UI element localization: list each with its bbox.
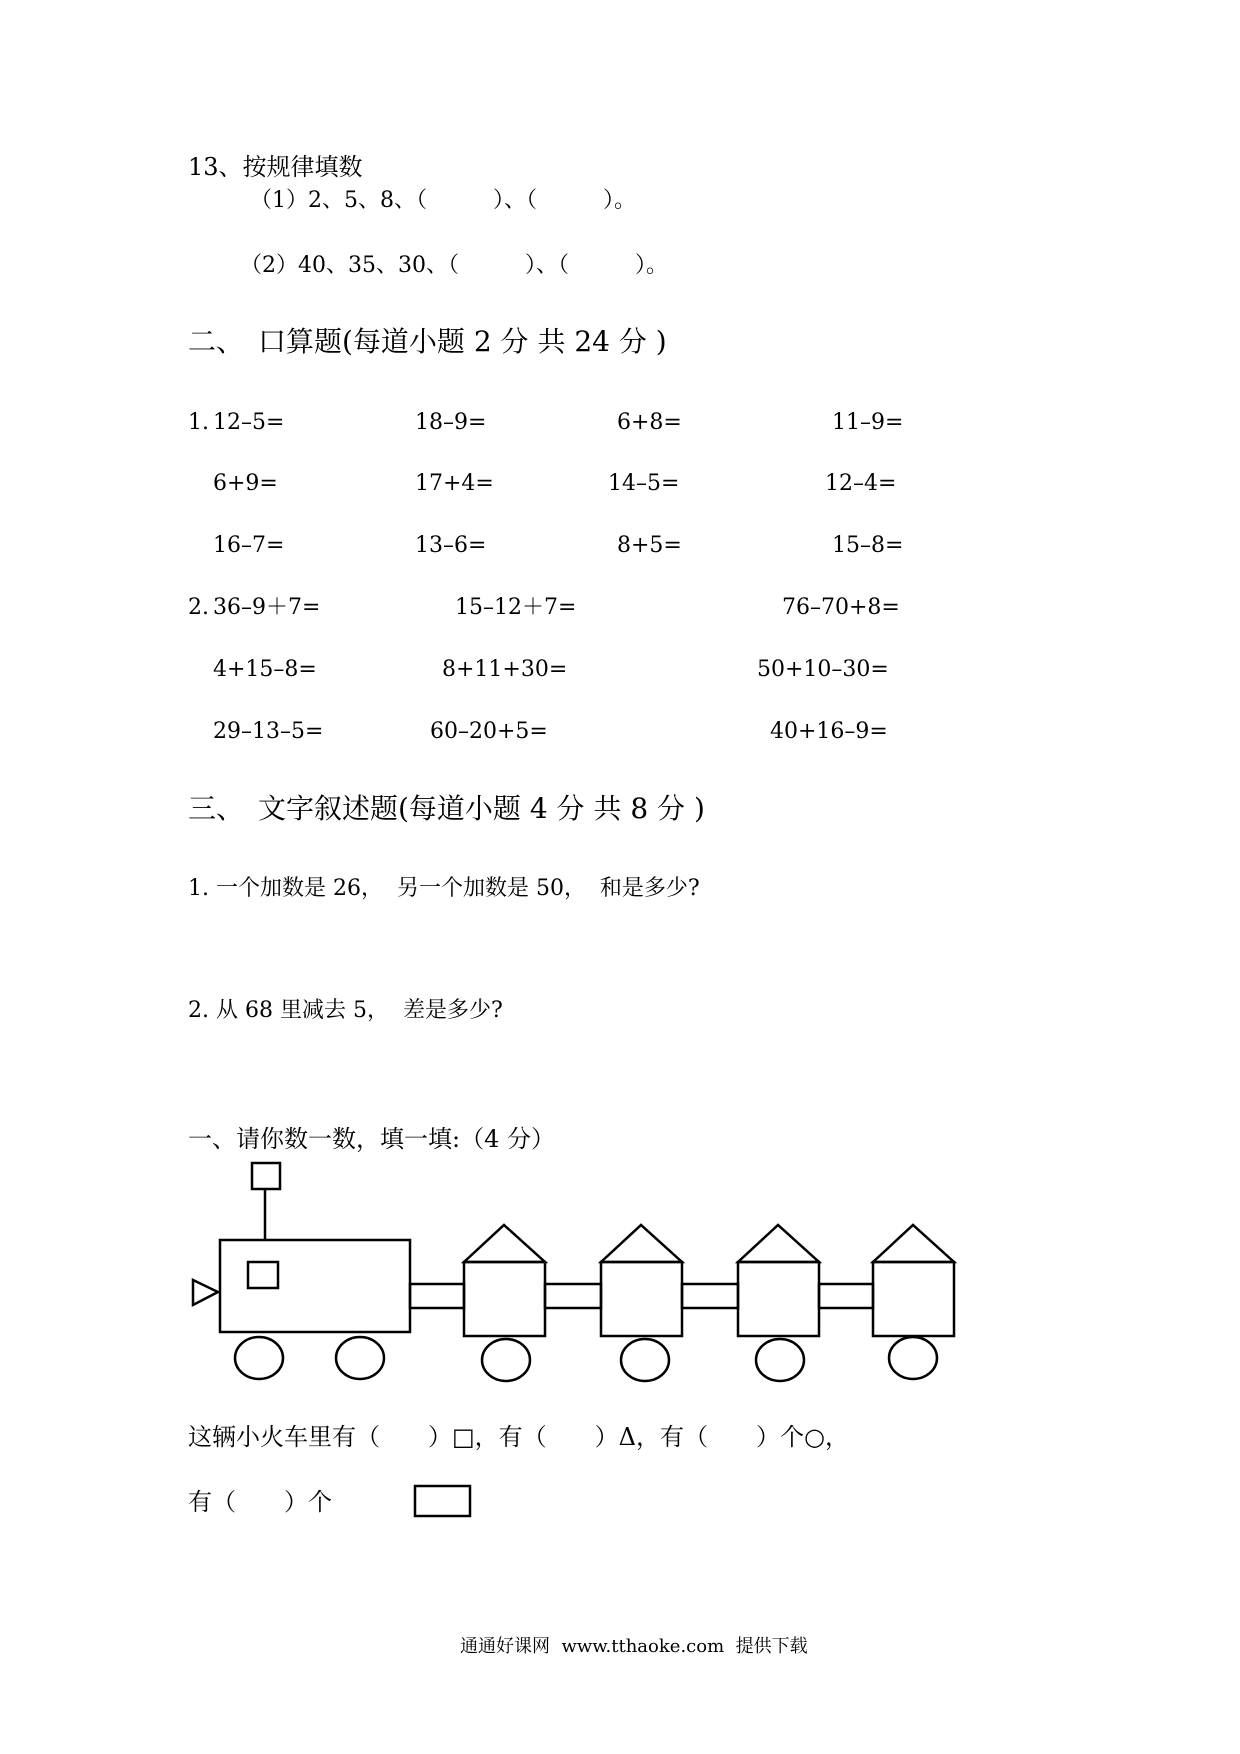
coupler <box>682 1284 738 1308</box>
car-body <box>873 1262 954 1336</box>
car-roof <box>464 1225 545 1262</box>
wheel <box>889 1337 937 1379</box>
front-triangle <box>193 1280 218 1305</box>
calc-problem: 29–13–5= <box>213 719 324 744</box>
q13-title: 13、按规律填数 <box>188 153 363 181</box>
counting-answer-line-2: 有（ ）个 <box>188 1488 332 1516</box>
calc-problem: 13–6= <box>415 533 487 558</box>
wheel <box>336 1337 384 1379</box>
calc-problem: 12–5= <box>213 410 285 435</box>
part-2-label: 2. <box>188 595 209 620</box>
car-body <box>464 1262 545 1336</box>
rectangle-shape <box>415 1486 470 1516</box>
calc-problem: 15–8= <box>832 533 904 558</box>
calc-problem: 15–12＋7= <box>455 595 577 620</box>
calc-problem: 11–9= <box>832 410 904 435</box>
word-problem-2: 2. 从 68 里减去 5， 差是多少? <box>188 998 503 1023</box>
coupler <box>410 1284 464 1308</box>
calc-problem: 50+10–30= <box>757 657 889 682</box>
footer-text: 通通好课网 www.tthaoke.com 提供下载 <box>460 1636 808 1657</box>
calc-problem: 6+8= <box>617 410 682 435</box>
calc-problem: 6+9= <box>213 471 278 496</box>
car-roof <box>873 1225 954 1262</box>
calc-problem: 8+5= <box>617 533 682 558</box>
calc-problem: 18–9= <box>415 410 487 435</box>
calc-problem: 36–9＋7= <box>213 595 321 620</box>
counting-answer-line-1: 这辆小火车里有（ ）□，有（ ）Δ，有（ ）个○， <box>188 1423 849 1451</box>
calc-problem: 40+16–9= <box>770 719 888 744</box>
calc-problem: 60–20+5= <box>430 719 548 744</box>
section-2-heading: 二、 口算题(每道小题 2 分 共 24 分 ) <box>188 325 667 358</box>
calc-problem: 17+4= <box>415 471 494 496</box>
coupler <box>819 1284 873 1308</box>
car-body <box>601 1262 682 1336</box>
car-body <box>738 1262 819 1336</box>
calc-problem: 76–70+8= <box>782 595 900 620</box>
word-problem-1: 1. 一个加数是 26， 另一个加数是 50， 和是多少? <box>188 876 700 901</box>
q13-sequence-2: （2）40、35、30、（ ）、（ ）。 <box>240 253 668 278</box>
wheel <box>482 1339 530 1381</box>
calc-problem: 16–7= <box>213 533 285 558</box>
wheel <box>235 1337 283 1379</box>
section-3-heading: 三、 文字叙述题(每道小题 4 分 共 8 分 ) <box>188 792 705 825</box>
locomotive-window <box>248 1262 278 1288</box>
calc-problem: 8+11+30= <box>442 657 568 682</box>
chimney-square <box>252 1163 280 1189</box>
wheel <box>621 1339 669 1381</box>
wheel <box>756 1339 804 1381</box>
counting-heading: 一、请你数一数，填一填:（4 分） <box>188 1125 555 1153</box>
coupler <box>545 1284 601 1308</box>
part-1-label: 1. <box>188 410 209 435</box>
car-roof <box>738 1225 819 1262</box>
calc-problem: 12–4= <box>825 471 897 496</box>
car-roof <box>601 1225 682 1262</box>
calc-problem: 14–5= <box>608 471 680 496</box>
q13-sequence-1: （1）2、5、8、（ ）、（ ）。 <box>250 188 636 213</box>
calc-problem: 4+15–8= <box>213 657 317 682</box>
